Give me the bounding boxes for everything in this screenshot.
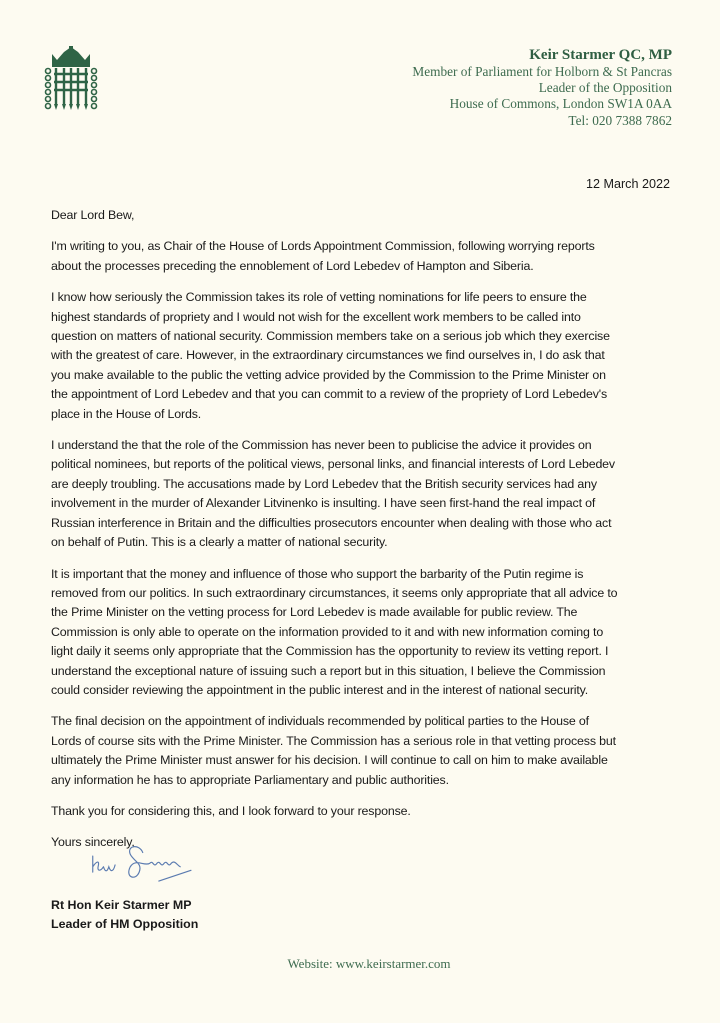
- body-paragraph: [51, 288, 617, 424]
- letterhead: [412, 46, 672, 129]
- paragraph-line: about the processes preceding the ennoblement of Lord Lebedev of Hampton and Siberia.: [51, 258, 534, 273]
- paragraph-line: Commission is only able to operate on the information provided to it and with new information coming to: [51, 624, 604, 639]
- paragraph-line: I know how seriously the Commission takes its role of vetting nominations for life peers to ensure the: [51, 290, 587, 305]
- paragraph-line: you make available to the public the vetting advice provided by the Commission to the Prime Minister on: [51, 367, 606, 382]
- paragraph-line: the appointment of Lord Lebedev and that you can commit to a review of the propriety of Lord Lebedev's: [51, 387, 608, 402]
- paragraph-line: understand the exceptional nature of issuing such a report but in this situation, I believe the Commission: [51, 663, 606, 678]
- paragraph-line: the Prime Minister on the vetting process for Lord Lebedev is made available for public review. The: [51, 605, 578, 620]
- website-footer: Website: www.keirstarmer.com: [287, 956, 451, 971]
- letter-date: 12 March 2022: [585, 177, 670, 191]
- paragraph-line: place in the House of Lords.: [51, 406, 202, 421]
- paragraph-line: Thank you for considering this, and I look forward to your response.: [51, 803, 411, 818]
- body-paragraph: [51, 237, 617, 276]
- letterhead-line: Tel: 020 7388 7862: [568, 112, 672, 128]
- paragraph-line: political nominees, but reports of the political views, personal links, and financial interests of Lord Lebedev: [51, 457, 615, 472]
- paragraph-line: could consider reviewing the appointment in the public interest and in the interest of national security.: [51, 682, 589, 697]
- paragraph-line: Lords of course sits with the Prime Minister. The Commission has a serious role in that vetting process but: [51, 733, 616, 748]
- salutation: Dear Lord Bew,: [51, 208, 135, 222]
- body-paragraph: [51, 712, 617, 790]
- closing: Yours sincerely,: [51, 835, 135, 850]
- mp-name: Keir Starmer QC, MP: [529, 47, 672, 63]
- paragraph-line: It is important that the money and influence of those who support the barbarity of the Putin regime is: [51, 566, 584, 581]
- paragraph-line: The final decision on the appointment of individuals recommended by political parties to the House of: [51, 714, 589, 729]
- paragraph-line: on behalf of Putin. This is a clearly a matter of national security.: [51, 535, 388, 550]
- letterhead-line: Member of Parliament for Holborn & St Pancras: [412, 64, 672, 79]
- paragraph-line: Russian interference in Britain and the difficulties prosecutors encounter when dealing with those who act: [51, 515, 612, 530]
- paragraph-line: I understand the that the role of the Commission has never been to publicise the advice it provides on: [51, 438, 592, 453]
- signoff: [51, 896, 198, 934]
- paragraph-line: are deeply troubling. The accusations made by Lord Lebedev that the British security services had any: [51, 476, 597, 491]
- paragraph-line: highest standards of propriety and I would not wish for the excellent work members to be called into: [51, 309, 581, 324]
- paragraph-line: involvement in the murder of Alexander Litvinenko is insulting. I have seen first-hand the real impact of: [51, 496, 596, 511]
- signatory-name: Rt Hon Keir Starmer MP: [51, 898, 192, 912]
- paragraph-line: with the greatest of care. However, in the extraordinary circumstances we find ourselves in, I do ask that: [51, 348, 605, 363]
- paragraph-line: removed from our politics. In such extraordinary circumstances, it seems only appropriate that all advice to: [51, 585, 618, 600]
- portcullis-logo-icon: [44, 46, 98, 112]
- body-paragraph: [51, 802, 617, 821]
- letter-body: [51, 206, 617, 865]
- body-paragraph: [51, 565, 617, 701]
- paragraph-line: question on matters of national security. Commission members take on a serious job which they exercise: [51, 329, 610, 344]
- paragraph-line: ultimately the Prime Minister must answer for his decision. I will continue to call on him to make available: [51, 753, 608, 768]
- paragraph-line: I'm writing to you, as Chair of the House of Lords Appointment Commission, following worrying reports: [51, 239, 595, 254]
- signatory-title: Leader of HM Opposition: [51, 917, 199, 931]
- paragraph-line: light daily it seems only appropriate that the Commission has the opportunity to review its vetting report. I: [51, 644, 609, 659]
- letterhead-line: House of Commons, London SW1A 0AA: [449, 96, 672, 112]
- signature-image: [84, 840, 214, 890]
- letterhead-line: Leader of the Opposition: [538, 80, 672, 96]
- body-paragraph: [51, 436, 617, 552]
- paragraph-line: any information he has to appropriate Parliamentary and public authorities.: [51, 772, 449, 787]
